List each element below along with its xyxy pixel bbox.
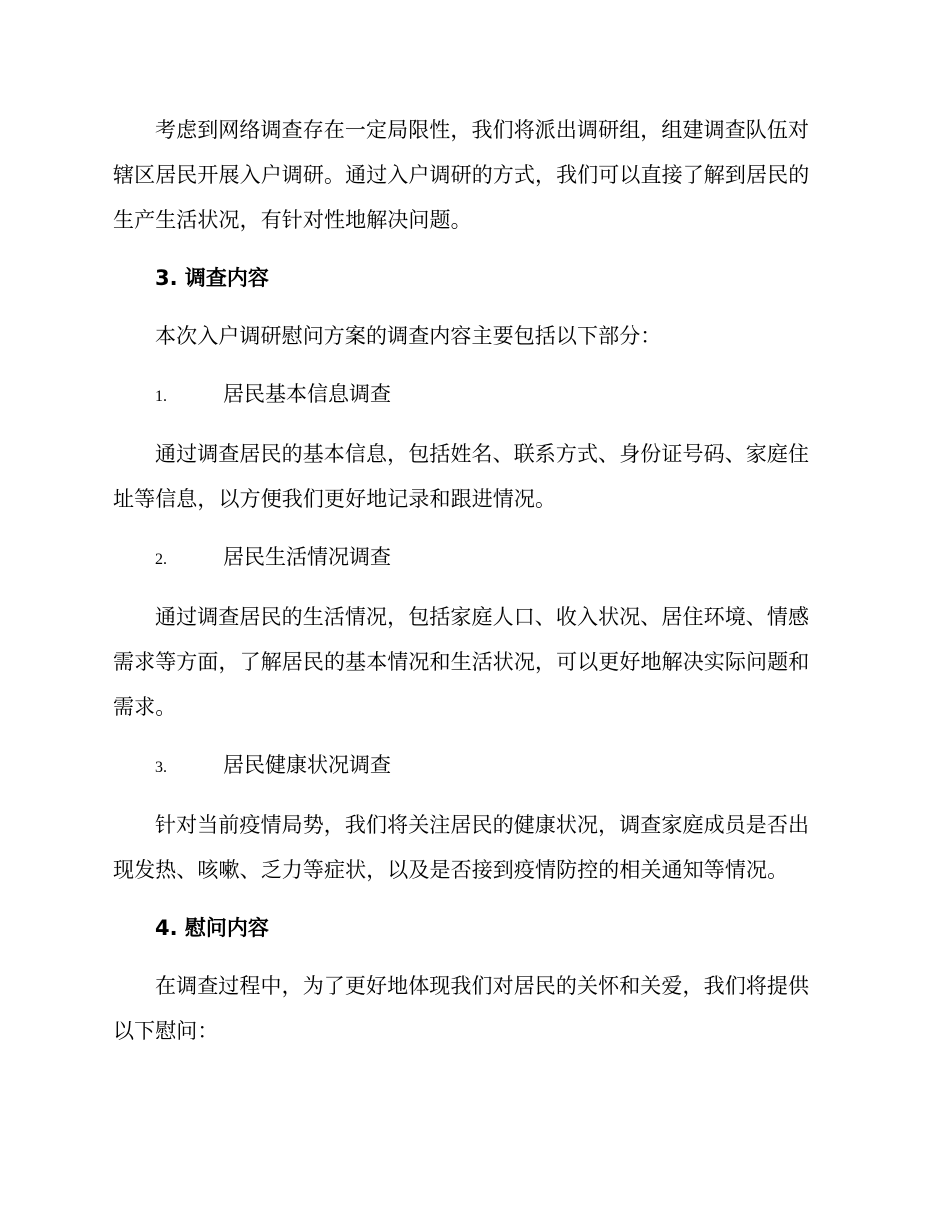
list-item-1-body: 通过调查居民的基本信息，包括姓名、联系方式、身份证号码、家庭住址等信息，以方便我们更好地记录和跟进情况。 bbox=[113, 442, 810, 511]
document-page bbox=[113, 108, 830, 1054]
list-number: 3. bbox=[155, 759, 167, 776]
list-item-3-body: 针对当前疫情局势，我们将关注居民的健康状况，调查家庭成员是否出现发热、咳嗽、乏力等症状，以及是否接到疫情防控的相关通知等情况。 bbox=[113, 813, 810, 882]
list-item-2 bbox=[113, 535, 830, 582]
list-item-3 bbox=[113, 743, 830, 790]
list-title: 居民健康状况调查 bbox=[223, 753, 391, 777]
section4-heading: 4. 慰问内容 bbox=[155, 916, 269, 940]
list-title: 居民生活情况调查 bbox=[223, 545, 391, 569]
section3-intro: 本次入户调研慰问方案的调查内容主要包括以下部分： bbox=[155, 324, 662, 348]
list-title: 居民基本信息调查 bbox=[223, 382, 391, 406]
section4-intro: 在调查过程中，为了更好地体现我们对居民的关怀和关爱，我们将提供以下慰问： bbox=[113, 974, 810, 1043]
list-item-1 bbox=[113, 372, 830, 419]
list-number: 2. bbox=[155, 551, 167, 568]
list-number: 1. bbox=[155, 388, 167, 405]
list-item-2-body: 通过调查居民的生活情况，包括家庭人口、收入状况、居住环境、情感需求等方面，了解居民的基本情况和生活状况，可以更好地解决实际问题和需求。 bbox=[113, 605, 810, 719]
section3-heading: 3. 调查内容 bbox=[155, 266, 269, 290]
section2-paragraph: 考虑到网络调查存在一定局限性，我们将派出调研组，组建调查队伍对辖区居民开展入户调研。通过入户调研的方式，我们可以直接了解到居民的生产生活状况，有针对性地解决问题。 bbox=[113, 118, 810, 232]
